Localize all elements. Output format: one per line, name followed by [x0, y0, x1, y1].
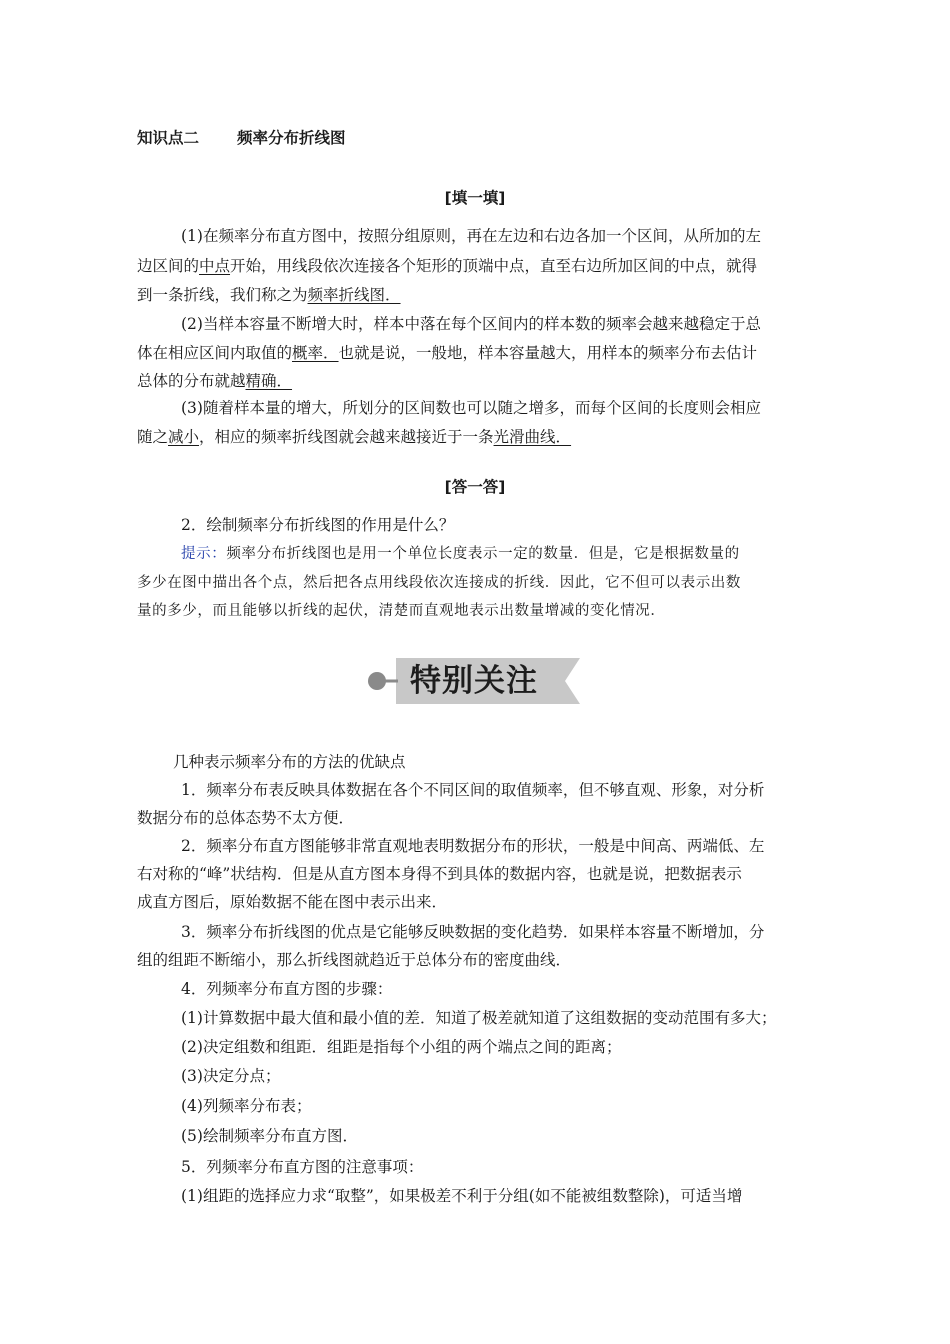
fill-p1-line2 [137, 256, 757, 276]
fill-p1-line1: (1)在频率分布直方图中，按照分组原则，再在左边和右边各加一个区间，从所加的左 [181, 227, 761, 245]
section-title: 频率分布折线图 [237, 129, 346, 147]
step-2: (2)决定组数和组距．组距是指每个小组的两个端点之间的距离； [181, 1038, 622, 1056]
note3-line1: 3．频率分布折线图的优点是它能够反映数据的变化趋势．如果样本容量不断增加，分 [181, 923, 765, 941]
text: 总体的分布就越 [137, 372, 246, 390]
hint-label: 提示： [181, 546, 227, 562]
note2-line3: 成直方图后，原始数据不能在图中表示出来． [137, 893, 448, 911]
answer-blank: 概率． [292, 344, 339, 362]
text: 到一条折线，我们称之为 [137, 286, 308, 304]
answer-blank: 精确． [245, 372, 293, 390]
fill-p2-line2 [137, 343, 757, 363]
answer-blank: 减小 [168, 428, 200, 446]
step-1: (1)计算数据中最大值和最小值的差．知道了极差就知道了这组数据的变动范围有多大； [181, 1009, 777, 1027]
fill-p1-line3 [137, 285, 401, 305]
fill-heading: [填一填] [444, 189, 506, 207]
hint-line2: 多少在图中描出各个点，然后把各点用线段依次连接成的折线．因此，它不但可以表示出数 [137, 575, 741, 591]
note1-line2: 数据分布的总体态势不太方便． [137, 809, 355, 827]
step-3: (3)决定分点； [181, 1067, 281, 1085]
special-attention-banner [366, 657, 580, 705]
note2-line1: 2．频率分布直方图能够非常直观地表明数据分布的形状，一般是中间高、两端低、左 [181, 837, 765, 855]
fill-p2-line3 [137, 371, 292, 391]
banner-title: 特别关注 [410, 663, 538, 699]
notes-title: 几种表示频率分布的方法的优缺点 [173, 753, 406, 771]
answer-blank: 中点 [199, 257, 231, 275]
section-label: 知识点二 [137, 129, 200, 147]
text: ，相应的频率折线图就会越来越接近于一条 [199, 428, 494, 446]
fill-p3-line2 [137, 427, 571, 447]
banner-dot-icon [368, 672, 386, 690]
answer-blank: 频率折线图． [307, 286, 401, 304]
section-heading [137, 128, 346, 148]
note3-line2: 组的组距不断缩小，那么折线图就趋近于总体分布的密度曲线． [137, 951, 572, 969]
fill-p2-line1: (2)当样本容量不断增大时，样本中落在每个区间内的样本数的频率会越来越稳定于总 [181, 315, 761, 333]
text: 随之 [137, 428, 169, 446]
text: 边区间的 [137, 257, 200, 275]
step-4: (4)列频率分布表； [181, 1097, 312, 1115]
note1-line1: 1．频率分布表反映具体数据在各个不同区间的取值频率，但不够直观、形象，对分析 [181, 781, 765, 799]
text: 也就是说，一般地，样本容量越大，用样本的频率分布去估计 [338, 344, 758, 362]
note2-line2: 右对称的“峰”状结构．但是从直方图本身得不到具体的数据内容，也就是说，把数据表示 [137, 865, 742, 883]
answer-heading: [答一答] [444, 478, 506, 496]
text: 开始，用线段依次连接各个矩形的顶端中点，直至右边所加区间的中点，就得 [230, 257, 758, 275]
note5-title: 5．列频率分布直方图的注意事项： [181, 1158, 424, 1176]
hint-line3: 量的多少，而且能够以折线的起伏，清楚而直观地表示出数量增减的变化情况． [137, 603, 666, 619]
answer-question: 2．绘制频率分布折线图的作用是什么？ [181, 516, 455, 534]
fill-p3-line1: (3)随着样本量的增大，所划分的区间数也可以随之增多，而每个区间的长度则会相应 [181, 399, 761, 417]
note5-item1: (1)组距的选择应力求“取整”，如果极差不利于分组(如不能被组数整除)，可适当增 [181, 1187, 743, 1205]
text: 频率分布折线图也是用一个单位长度表示一定的数量．但是，它是根据数量的 [226, 546, 740, 562]
note4-title: 4．列频率分布直方图的步骤： [181, 980, 393, 998]
text: 体在相应区间内取值的 [137, 344, 293, 362]
step-5: (5)绘制频率分布直方图． [181, 1127, 358, 1145]
answer-blank: 光滑曲线． [493, 428, 572, 446]
hint-line1 [181, 544, 740, 564]
